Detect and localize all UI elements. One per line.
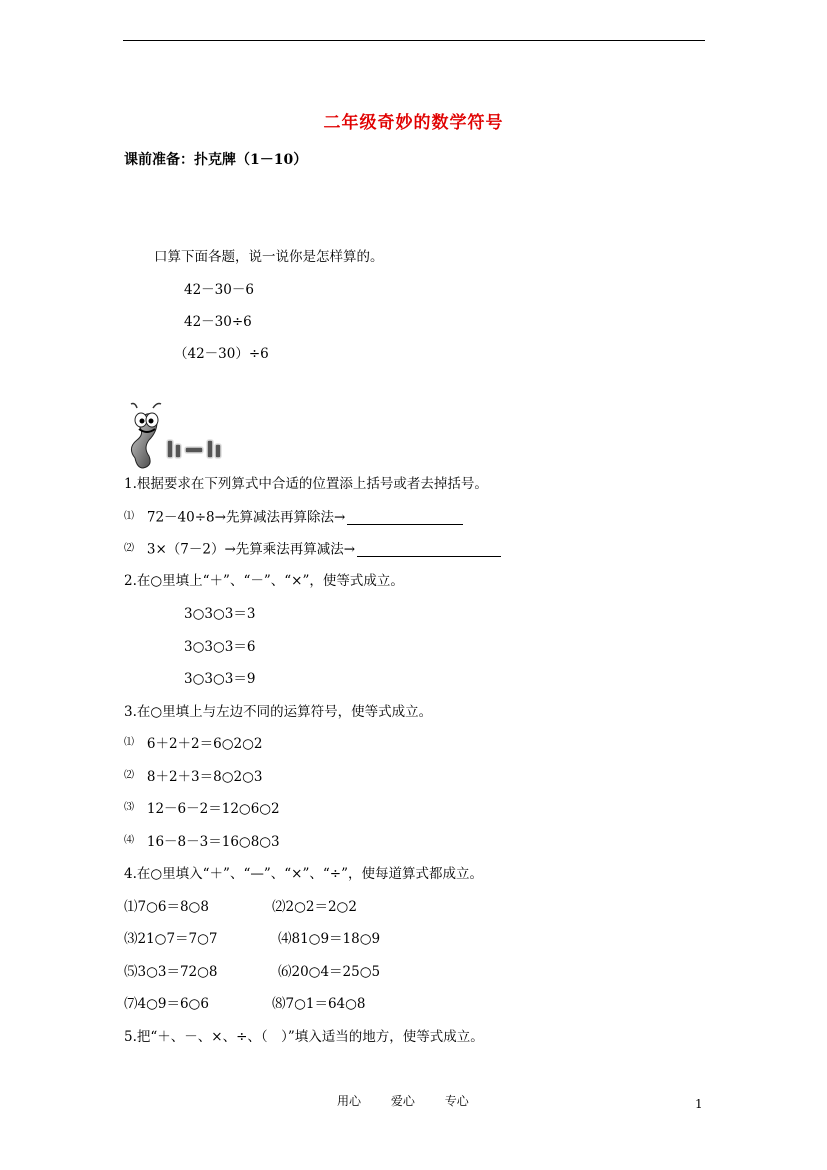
- footer-word: 爱心: [390, 1094, 415, 1108]
- page-title: 二年级奇妙的数学符号: [323, 113, 504, 133]
- question-2-item: 3○3○3＝9: [184, 671, 256, 687]
- warmup-instruction: 口算下面各题，说一说你是怎样算的。: [154, 249, 384, 265]
- item-text: 12－6－2＝12○6○2: [146, 801, 280, 817]
- item-number: ⑶: [124, 802, 134, 813]
- item-text: 3×（7－2）→先算乘法再算减法→: [146, 541, 356, 558]
- question-2-item: 3○3○3＝3: [184, 606, 256, 622]
- question-3-heading: 3.在○里填上与左边不同的运算符号，使等式成立。: [124, 704, 433, 720]
- question-4-item: ⑺4○9＝6○6: [124, 996, 209, 1012]
- question-1-item: [124, 511, 463, 525]
- question-4-heading: 4.在○里填入“＋”、“—”、“×”、“÷”，使每道算式都成立。: [124, 866, 483, 882]
- answer-blank[interactable]: [357, 543, 501, 557]
- question-1-item: [124, 543, 501, 557]
- question-4-item: ⑷81○9＝18○9: [278, 931, 381, 947]
- question-4-item: ⑶21○7＝7○7: [124, 931, 218, 947]
- question-4-item: ⑸3○3＝72○8: [124, 964, 218, 980]
- item-text: 8＋2＋3＝8○2○3: [146, 769, 263, 785]
- footer-word: 专心: [444, 1094, 469, 1108]
- answer-blank[interactable]: [347, 511, 463, 525]
- header-rule: [123, 40, 705, 41]
- item-text: 6＋2＋2＝6○2○2: [146, 736, 263, 752]
- item-number: ⑷: [124, 835, 134, 846]
- footer-word: 用心: [337, 1094, 362, 1108]
- item-number: ⑴: [124, 737, 134, 748]
- item-number: ⑴: [124, 510, 134, 522]
- page-number: 1: [695, 1097, 703, 1111]
- item-text: 16－8－3＝16○8○3: [146, 834, 280, 850]
- question-2-heading: 2.在○里填上“＋”、“－”、“×”，使等式成立。: [124, 573, 404, 589]
- question-4-item: ⑴7○6＝8○8: [124, 899, 209, 915]
- warmup-item: 42－30－6: [184, 282, 254, 298]
- footer-motto: [337, 1095, 495, 1107]
- item-number: ⑵: [124, 542, 134, 554]
- item-text: 72－40÷8→先算减法再算除法→: [146, 509, 346, 526]
- warmup-item: （42－30）÷6: [174, 346, 269, 362]
- question-4-item: ⑹20○4＝25○5: [278, 964, 381, 980]
- question-3-item: [124, 771, 262, 785]
- question-2-item: 3○3○3＝6: [184, 639, 256, 655]
- question-1-heading: 1.根据要求在下列算式中合适的位置添上括号或者去掉括号。: [124, 476, 488, 492]
- question-4-item: ⑵2○2＝2○2: [272, 899, 357, 915]
- item-number: ⑵: [124, 770, 134, 781]
- worm-mascot-icon: [117, 400, 237, 479]
- question-3-item: [124, 836, 280, 850]
- warmup-item: 42－30÷6: [184, 314, 252, 330]
- question-3-item: [124, 738, 262, 752]
- question-3-item: [124, 803, 280, 817]
- question-5-heading: 5.把“＋、－、×、÷、（ ）”填入适当的地方，使等式成立。: [124, 1029, 484, 1045]
- preparation-note: 课前准备：扑克牌（1－10）: [124, 152, 308, 168]
- question-4-item: ⑻7○1＝64○8: [272, 996, 366, 1012]
